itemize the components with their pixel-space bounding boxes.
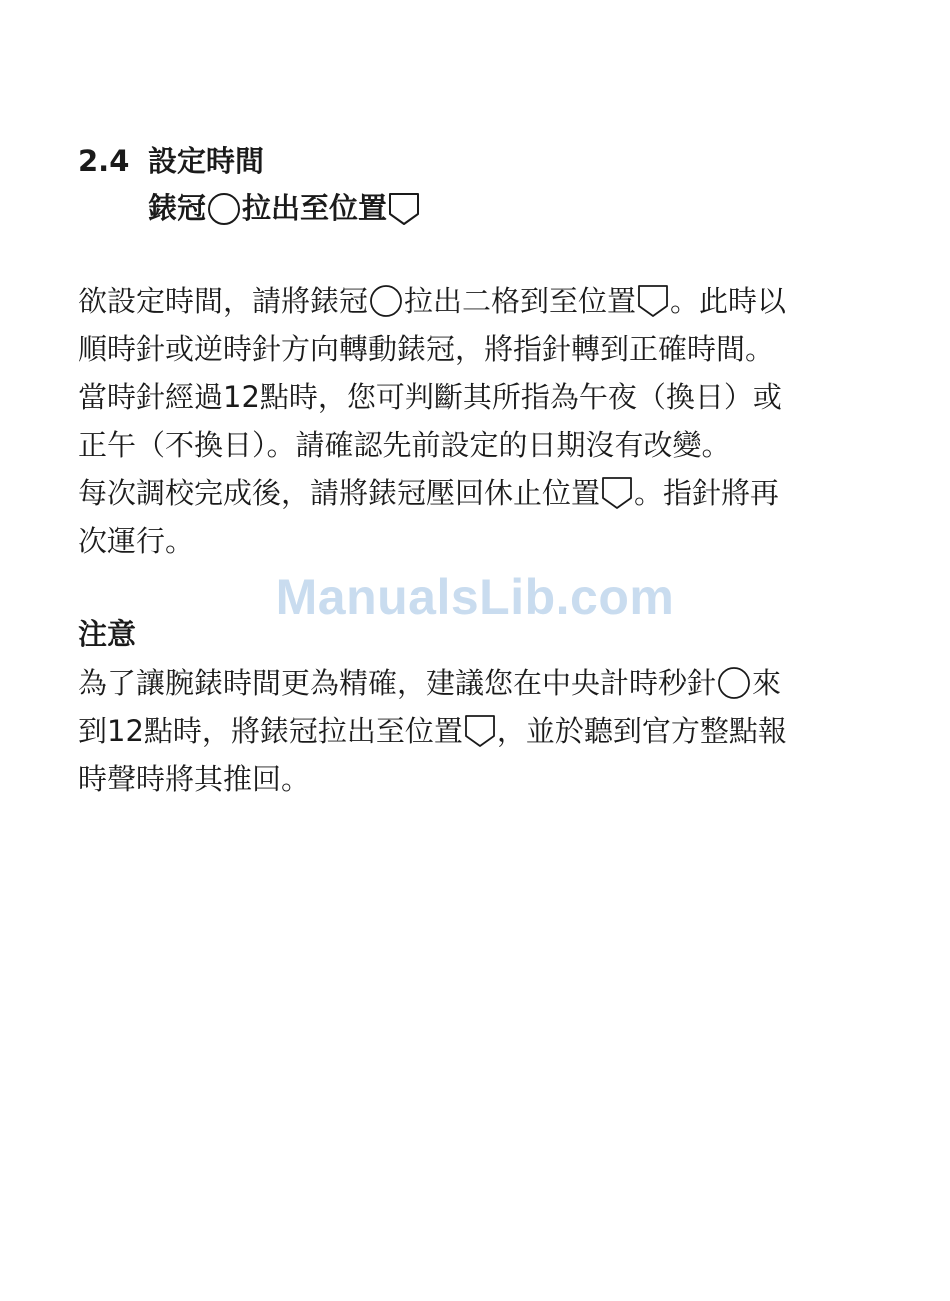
shield-symbol-icon [601,476,633,510]
circle-symbol-icon [207,192,241,226]
section-heading [78,138,421,232]
circle-symbol-icon [369,284,403,318]
text-span: 到12點時，將錶冠拉出至位置 [78,714,463,748]
text-line [78,707,898,755]
text-line: 正午（不換日）。請確認先前設定的日期沒有改變。 [78,428,731,462]
text-line [78,469,898,517]
text-span: 來 [752,666,782,700]
text-line: 當時針經過12點時，您可判斷其所指為午夜（換日）或 [78,380,782,414]
text-span: 每次調校完成後，請將錶冠壓回休止位置 [78,476,601,510]
text-span: 。此時以 [670,284,787,318]
watermark: ManualsLib.com [275,569,675,625]
text-span: 拉出二格到至位置 [404,284,637,318]
section-number: 2.4 [78,144,130,178]
shield-symbol-icon [464,714,496,748]
circle-symbol-icon [717,666,751,700]
text-span: 為了讓腕錶時間更為精確，建議您在中央計時秒針 [78,666,717,700]
note-paragraph [78,659,898,803]
section-subtitle-part: 拉出至位置 [242,191,388,225]
shield-symbol-icon [637,284,669,318]
text-line: 時聲時將其推回。 [78,762,311,796]
text-line [78,659,898,707]
text-span: ，並於聽到官方整點報 [496,714,787,748]
section-title: 設定時間 [148,144,265,178]
instructions-paragraph [78,277,898,565]
section-subtitle-part: 錶冠 [148,191,207,225]
text-span: 。指針將再 [634,476,780,510]
text-line [78,277,898,325]
text-span: 欲設定時間，請將錶冠 [78,284,369,318]
note-heading: 注意 [78,617,137,651]
text-line: 次運行。 [78,524,195,558]
text-line: 順時針或逆時針方向轉動錶冠，將指針轉到正確時間。 [78,332,775,366]
shield-symbol-icon [388,192,420,226]
